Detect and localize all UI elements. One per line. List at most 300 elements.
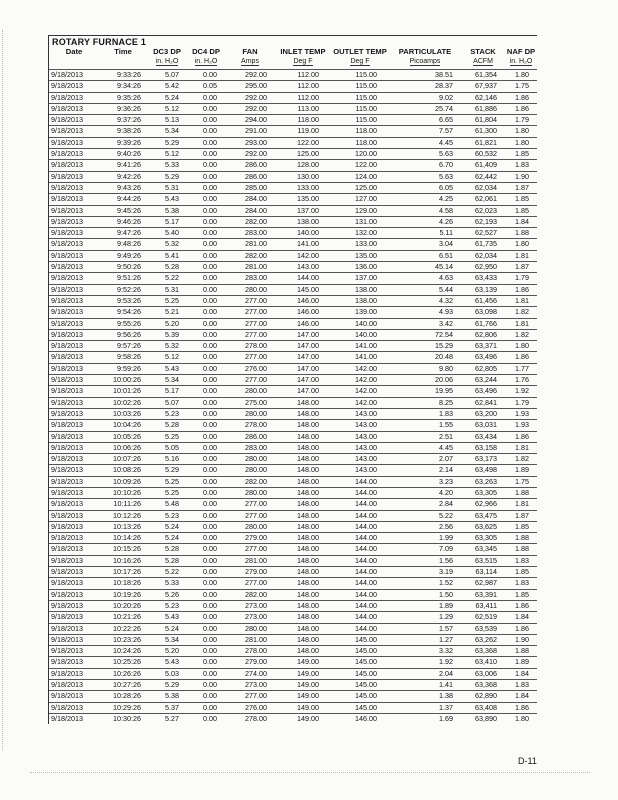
table-row: [49, 487, 537, 498]
table-row: [49, 284, 537, 295]
table-cell: 277.00: [245, 329, 267, 339]
table-cell: 63,244: [475, 375, 497, 385]
table-cell: 5.07: [165, 70, 179, 79]
table-cell: 9:59:26: [117, 363, 141, 373]
column-unit: [389, 57, 461, 70]
table-cell: 5.63: [439, 149, 453, 159]
table-cell: 277.00: [245, 578, 267, 588]
page-id: D-11: [518, 756, 537, 766]
table-cell: 5.33: [165, 578, 179, 588]
table-cell: 4.25: [439, 194, 453, 204]
unit-label: in. H₂O: [155, 58, 179, 65]
table-cell: 1.86: [515, 352, 529, 362]
table-cell: 1.83: [515, 160, 529, 170]
table-cell: 115.00: [355, 81, 377, 91]
table-cell: 2.56: [439, 521, 453, 531]
table-row: [49, 239, 537, 250]
table-row: [49, 386, 537, 397]
table-cell: 9/18/2013: [51, 160, 83, 170]
table-cell: 1.88: [515, 646, 529, 656]
table-cell: 0.00: [203, 239, 217, 249]
table-cell: 144.00: [355, 555, 377, 565]
table-cell: 1.87: [515, 262, 529, 272]
table-row: [49, 612, 537, 623]
table-cell: 9/18/2013: [51, 668, 83, 678]
table-cell: 10:25:26: [113, 657, 141, 667]
table-cell: 2.51: [439, 431, 453, 441]
table-cell: 9/18/2013: [51, 600, 83, 610]
table-cell: 1.76: [515, 375, 529, 385]
table-cell: 145.00: [297, 284, 319, 294]
table-cell: 1.85: [515, 205, 529, 215]
table-cell: 147.00: [297, 386, 319, 396]
table-cell: 4.45: [439, 137, 453, 147]
table-cell: 9:41:26: [117, 160, 141, 170]
table-cell: 5.13: [165, 115, 179, 125]
table-cell: 5.25: [165, 295, 179, 305]
table-cell: 61,804: [475, 115, 497, 125]
table-cell: 1.75: [515, 81, 529, 91]
table-cell: 5.38: [165, 205, 179, 215]
table-row: [49, 273, 537, 284]
column-header: Time: [114, 47, 132, 56]
table-cell: 63,305: [475, 487, 497, 497]
table-cell: 6.70: [439, 160, 453, 170]
table-cell: 5.25: [165, 476, 179, 486]
table-cell: 9/18/2013: [51, 375, 83, 385]
table-cell: 1.92: [439, 657, 453, 667]
table-cell: 142.00: [355, 397, 377, 407]
table-cell: 284.00: [245, 205, 267, 215]
table-cell: 279.00: [245, 533, 267, 543]
table-cell: 0.00: [203, 578, 217, 588]
table-cell: 0.00: [203, 442, 217, 452]
table-cell: 115.00: [355, 115, 377, 125]
table-cell: 144.00: [355, 533, 377, 543]
table-cell: 148.00: [297, 521, 319, 531]
table-cell: 115.00: [355, 92, 377, 102]
table-cell: 1.80: [515, 713, 529, 723]
table-row: [49, 341, 537, 352]
table-cell: 9/18/2013: [51, 713, 83, 723]
table-cell: 148.00: [297, 510, 319, 520]
table-cell: 145.00: [355, 646, 377, 656]
table-cell: 283.00: [245, 442, 267, 452]
table-row: [49, 397, 537, 408]
table-cell: 135.00: [297, 194, 319, 204]
table-cell: 112.00: [297, 81, 319, 91]
table-cell: 2.14: [439, 465, 453, 475]
table-cell: 10:03:26: [113, 408, 141, 418]
table-cell: 144.00: [355, 487, 377, 497]
table-cell: 63,368: [475, 680, 497, 690]
table-cell: 0.00: [203, 713, 217, 723]
table-cell: 142.00: [355, 363, 377, 373]
table-row: [49, 103, 537, 114]
table-cell: 0.00: [203, 589, 217, 599]
table-cell: 9:38:26: [117, 126, 141, 136]
table-cell: 63,498: [475, 465, 497, 475]
table-cell: 9/18/2013: [51, 567, 83, 577]
table-cell: 279.00: [245, 567, 267, 577]
table-cell: 9/18/2013: [51, 578, 83, 588]
table-cell: 292.00: [245, 92, 267, 102]
table-cell: 0.00: [203, 341, 217, 351]
table-cell: 63,496: [475, 386, 497, 396]
table-cell: 62,519: [475, 612, 497, 622]
table-cell: 135.00: [355, 250, 377, 260]
table-cell: 5.23: [165, 408, 179, 418]
table-cell: 146.00: [355, 713, 377, 723]
table-cell: 280.00: [245, 521, 267, 531]
table-cell: 274.00: [245, 668, 267, 678]
table-cell: 61,456: [475, 295, 497, 305]
table-cell: 5.43: [165, 194, 179, 204]
table-cell: 147.00: [297, 329, 319, 339]
table-cell: 9:52:26: [117, 284, 141, 294]
table-cell: 63,410: [475, 657, 497, 667]
table-cell: 142.00: [297, 250, 319, 260]
table-cell: 61,735: [475, 239, 497, 249]
table-cell: 5.39: [165, 329, 179, 339]
table-cell: 9/18/2013: [51, 216, 83, 226]
table-cell: 145.00: [355, 634, 377, 644]
table-cell: 19.95: [435, 386, 453, 396]
table-cell: 5.22: [165, 567, 179, 577]
table-cell: 9:47:26: [117, 228, 141, 238]
table-cell: 0.00: [203, 70, 217, 79]
table-cell: 144.00: [355, 510, 377, 520]
table-cell: 141.00: [297, 239, 319, 249]
table-cell: 63,173: [475, 454, 497, 464]
table-row: [49, 465, 537, 476]
table-cell: 112.00: [297, 70, 319, 79]
table-cell: 0.00: [203, 476, 217, 486]
table-cell: 5.17: [165, 386, 179, 396]
table-cell: 280.00: [245, 386, 267, 396]
table-cell: 62,034: [475, 182, 497, 192]
table-cell: 148.00: [297, 623, 319, 633]
table-row: [49, 521, 537, 532]
table-row: [49, 70, 537, 81]
table-cell: 62,841: [475, 397, 497, 407]
table-cell: 62,987: [475, 578, 497, 588]
table-cell: 130.00: [297, 171, 319, 181]
table-cell: 1.81: [515, 318, 529, 328]
table-cell: 1.93: [515, 420, 529, 430]
table-cell: 280.00: [245, 454, 267, 464]
table-cell: 127.00: [355, 194, 377, 204]
table-cell: 281.00: [245, 239, 267, 249]
table-cell: 5.26: [165, 589, 179, 599]
table-cell: 0.00: [203, 216, 217, 226]
table-cell: 132.00: [355, 228, 377, 238]
table-cell: 1.69: [439, 713, 453, 723]
table-cell: 144.00: [355, 499, 377, 509]
table-cell: 5.24: [165, 623, 179, 633]
table-cell: 0.00: [203, 307, 217, 317]
table-cell: 133.00: [355, 239, 377, 249]
table-row: [49, 600, 537, 611]
table-cell: 0.00: [203, 194, 217, 204]
table-cell: 2.07: [439, 454, 453, 464]
table-cell: 0.00: [203, 499, 217, 509]
table-cell: 5.24: [165, 521, 179, 531]
table-cell: 294.00: [245, 115, 267, 125]
column-header: PARTICULATE: [398, 47, 452, 56]
table-cell: 277.00: [245, 352, 267, 362]
table-cell: 9/18/2013: [51, 499, 83, 509]
table-cell: 38.51: [435, 70, 453, 79]
table-cell: 0.00: [203, 318, 217, 328]
table-cell: 0.00: [203, 612, 217, 622]
table-cell: 280.00: [245, 465, 267, 475]
table-cell: 276.00: [245, 702, 267, 712]
column-header: Date: [65, 47, 83, 56]
table-row: [49, 555, 537, 566]
table-cell: 0.00: [203, 160, 217, 170]
table-cell: 292.00: [245, 103, 267, 113]
table-row: [49, 81, 537, 92]
table-cell: 9/18/2013: [51, 295, 83, 305]
table-cell: 1.27: [439, 634, 453, 644]
table-cell: 63,263: [475, 476, 497, 486]
table-cell: 0.00: [203, 126, 217, 136]
table-cell: 0.00: [203, 544, 217, 554]
table-cell: 146.00: [297, 295, 319, 305]
table-row: [49, 295, 537, 306]
table-cell: 282.00: [245, 589, 267, 599]
table-cell: 10:07:26: [113, 454, 141, 464]
table-cell: 278.00: [245, 420, 267, 430]
table-cell: 149.00: [297, 680, 319, 690]
table-cell: 9:51:26: [117, 273, 141, 283]
table-cell: 0.00: [203, 487, 217, 497]
table-cell: 9/18/2013: [51, 691, 83, 701]
table-cell: 0.00: [203, 352, 217, 362]
table-row: [49, 92, 537, 103]
table-row: [49, 499, 537, 510]
table-cell: 120.00: [355, 149, 377, 159]
table-cell: 10:20:26: [113, 600, 141, 610]
table-cell: 7.57: [439, 126, 453, 136]
table-cell: 28.37: [435, 81, 453, 91]
table-cell: 149.00: [297, 668, 319, 678]
table-cell: 1.85: [515, 567, 529, 577]
table-cell: 10:10:26: [113, 487, 141, 497]
table-cell: 0.00: [203, 431, 217, 441]
table-cell: 9:54:26: [117, 307, 141, 317]
table-row: [49, 375, 537, 386]
table-cell: 277.00: [245, 375, 267, 385]
table-row: [49, 634, 537, 645]
table-cell: 148.00: [297, 578, 319, 588]
table-cell: 0.00: [203, 657, 217, 667]
table-cell: 9/18/2013: [51, 182, 83, 192]
table-cell: 9/18/2013: [51, 228, 83, 238]
table-cell: 5.25: [165, 431, 179, 441]
table-cell: 148.00: [297, 476, 319, 486]
table-cell: 5.21: [165, 307, 179, 317]
column-unit: [331, 57, 389, 70]
table-cell: 5.43: [165, 657, 179, 667]
data-sheet: [48, 35, 537, 724]
table-cell: 1.50: [439, 589, 453, 599]
table-cell: 63,031: [475, 420, 497, 430]
table-cell: 9/18/2013: [51, 284, 83, 294]
table-cell: 62,023: [475, 205, 497, 215]
scan-bottom-dots: [30, 772, 590, 774]
table-cell: 6.65: [439, 115, 453, 125]
table-cell: 1.90: [515, 171, 529, 181]
table-cell: 9:58:26: [117, 352, 141, 362]
table-cell: 10:04:26: [113, 420, 141, 430]
table-cell: 1.90: [515, 634, 529, 644]
table-cell: 1.75: [515, 476, 529, 486]
table-cell: 0.00: [203, 137, 217, 147]
table-cell: 1.86: [515, 431, 529, 441]
table-cell: 0.00: [203, 454, 217, 464]
table-cell: 9/18/2013: [51, 318, 83, 328]
table-cell: 273.00: [245, 600, 267, 610]
table-cell: 9:42:26: [117, 171, 141, 181]
table-cell: 63,006: [475, 668, 497, 678]
table-cell: 63,391: [475, 589, 497, 599]
table-cell: 9:46:26: [117, 216, 141, 226]
table-cell: 5.31: [165, 182, 179, 192]
table-cell: 145.00: [355, 657, 377, 667]
table-cell: 0.00: [203, 363, 217, 373]
table-cell: 1.87: [515, 182, 529, 192]
table-cell: 124.00: [355, 171, 377, 181]
table-cell: 63,098: [475, 307, 497, 317]
table-cell: 5.17: [165, 216, 179, 226]
table-cell: 1.84: [515, 216, 529, 226]
table-cell: 1.57: [439, 623, 453, 633]
table-cell: 147.00: [297, 375, 319, 385]
table-cell: 60,532: [475, 149, 497, 159]
table-cell: 293.00: [245, 137, 267, 147]
table-cell: 5.32: [165, 341, 179, 351]
table-cell: 142.00: [355, 375, 377, 385]
table-cell: 9:34:26: [117, 81, 141, 91]
table-cell: 62,146: [475, 92, 497, 102]
table-cell: 9:44:26: [117, 194, 141, 204]
table-cell: 9:53:26: [117, 295, 141, 305]
column-header: INLET TEMP: [280, 47, 326, 56]
table-cell: 63,200: [475, 408, 497, 418]
table-cell: 63,539: [475, 623, 497, 633]
table-cell: 148.00: [297, 555, 319, 565]
table-cell: 0.00: [203, 171, 217, 181]
table-cell: 9/18/2013: [51, 465, 83, 475]
table-cell: 286.00: [245, 431, 267, 441]
table-cell: 144.00: [355, 476, 377, 486]
table-cell: 9:55:26: [117, 318, 141, 328]
table-cell: 112.00: [297, 92, 319, 102]
table-cell: 113.00: [297, 103, 319, 113]
furnace-data-table: [49, 47, 537, 724]
table-row: [49, 408, 537, 419]
table-cell: 277.00: [245, 510, 267, 520]
table-row: [49, 713, 537, 724]
table-cell: 5.11: [439, 228, 453, 238]
table-cell: 148.00: [297, 499, 319, 509]
table-cell: 1.86: [515, 284, 529, 294]
table-cell: 9/18/2013: [51, 646, 83, 656]
table-cell: 1.84: [515, 691, 529, 701]
table-cell: 1.80: [515, 70, 529, 79]
unit-label: in. H₂O: [509, 58, 533, 65]
table-cell: 118.00: [355, 126, 377, 136]
table-cell: 9/18/2013: [51, 103, 83, 113]
table-cell: 143.00: [355, 454, 377, 464]
table-row: [49, 691, 537, 702]
table-row: [49, 160, 537, 171]
table-cell: 9/18/2013: [51, 194, 83, 204]
table-cell: 1.88: [515, 487, 529, 497]
table-cell: 143.00: [297, 262, 319, 272]
table-row: [49, 578, 537, 589]
table-cell: 143.00: [355, 408, 377, 418]
table-cell: 9/18/2013: [51, 510, 83, 520]
table-cell: 9/18/2013: [51, 262, 83, 272]
table-row: [49, 182, 537, 193]
table-cell: 9/18/2013: [51, 329, 83, 339]
table-cell: 1.81: [515, 295, 529, 305]
table-cell: 0.00: [203, 533, 217, 543]
table-cell: 1.84: [515, 668, 529, 678]
table-cell: 9/18/2013: [51, 612, 83, 622]
table-cell: 291.00: [245, 126, 267, 136]
table-cell: 1.37: [439, 702, 453, 712]
table-cell: 1.79: [515, 273, 529, 283]
table-cell: 9/18/2013: [51, 92, 83, 102]
table-cell: 9/18/2013: [51, 307, 83, 317]
table-cell: 0.00: [203, 691, 217, 701]
table-cell: 292.00: [245, 70, 267, 79]
table-cell: 3.04: [439, 239, 453, 249]
table-cell: 9/18/2013: [51, 115, 83, 125]
table-cell: 63,433: [475, 273, 497, 283]
table-cell: 63,114: [475, 567, 497, 577]
table-cell: 147.00: [297, 352, 319, 362]
table-cell: 4.63: [439, 273, 453, 283]
table-cell: 148.00: [297, 465, 319, 475]
table-cell: 1.83: [515, 680, 529, 690]
table-row: [49, 171, 537, 182]
table-cell: 1.85: [515, 521, 529, 531]
table-cell: 63,158: [475, 442, 497, 452]
table-cell: 9/18/2013: [51, 70, 83, 79]
table-cell: 142.00: [355, 386, 377, 396]
table-cell: 1.41: [439, 680, 453, 690]
table-cell: 5.23: [165, 510, 179, 520]
table-cell: 2.04: [439, 668, 453, 678]
table-cell: 131.00: [355, 216, 377, 226]
table-cell: 0.00: [203, 149, 217, 159]
table-cell: 0.00: [203, 386, 217, 396]
table-cell: 0.00: [203, 567, 217, 577]
table-row: [49, 567, 537, 578]
table-cell: 10:11:26: [113, 499, 141, 509]
table-cell: 5.07: [165, 397, 179, 407]
table-cell: 9/18/2013: [51, 521, 83, 531]
table-cell: 9/18/2013: [51, 555, 83, 565]
table-cell: 5.41: [165, 250, 179, 260]
table-cell: 63,625: [475, 521, 497, 531]
table-cell: 141.00: [355, 341, 377, 351]
